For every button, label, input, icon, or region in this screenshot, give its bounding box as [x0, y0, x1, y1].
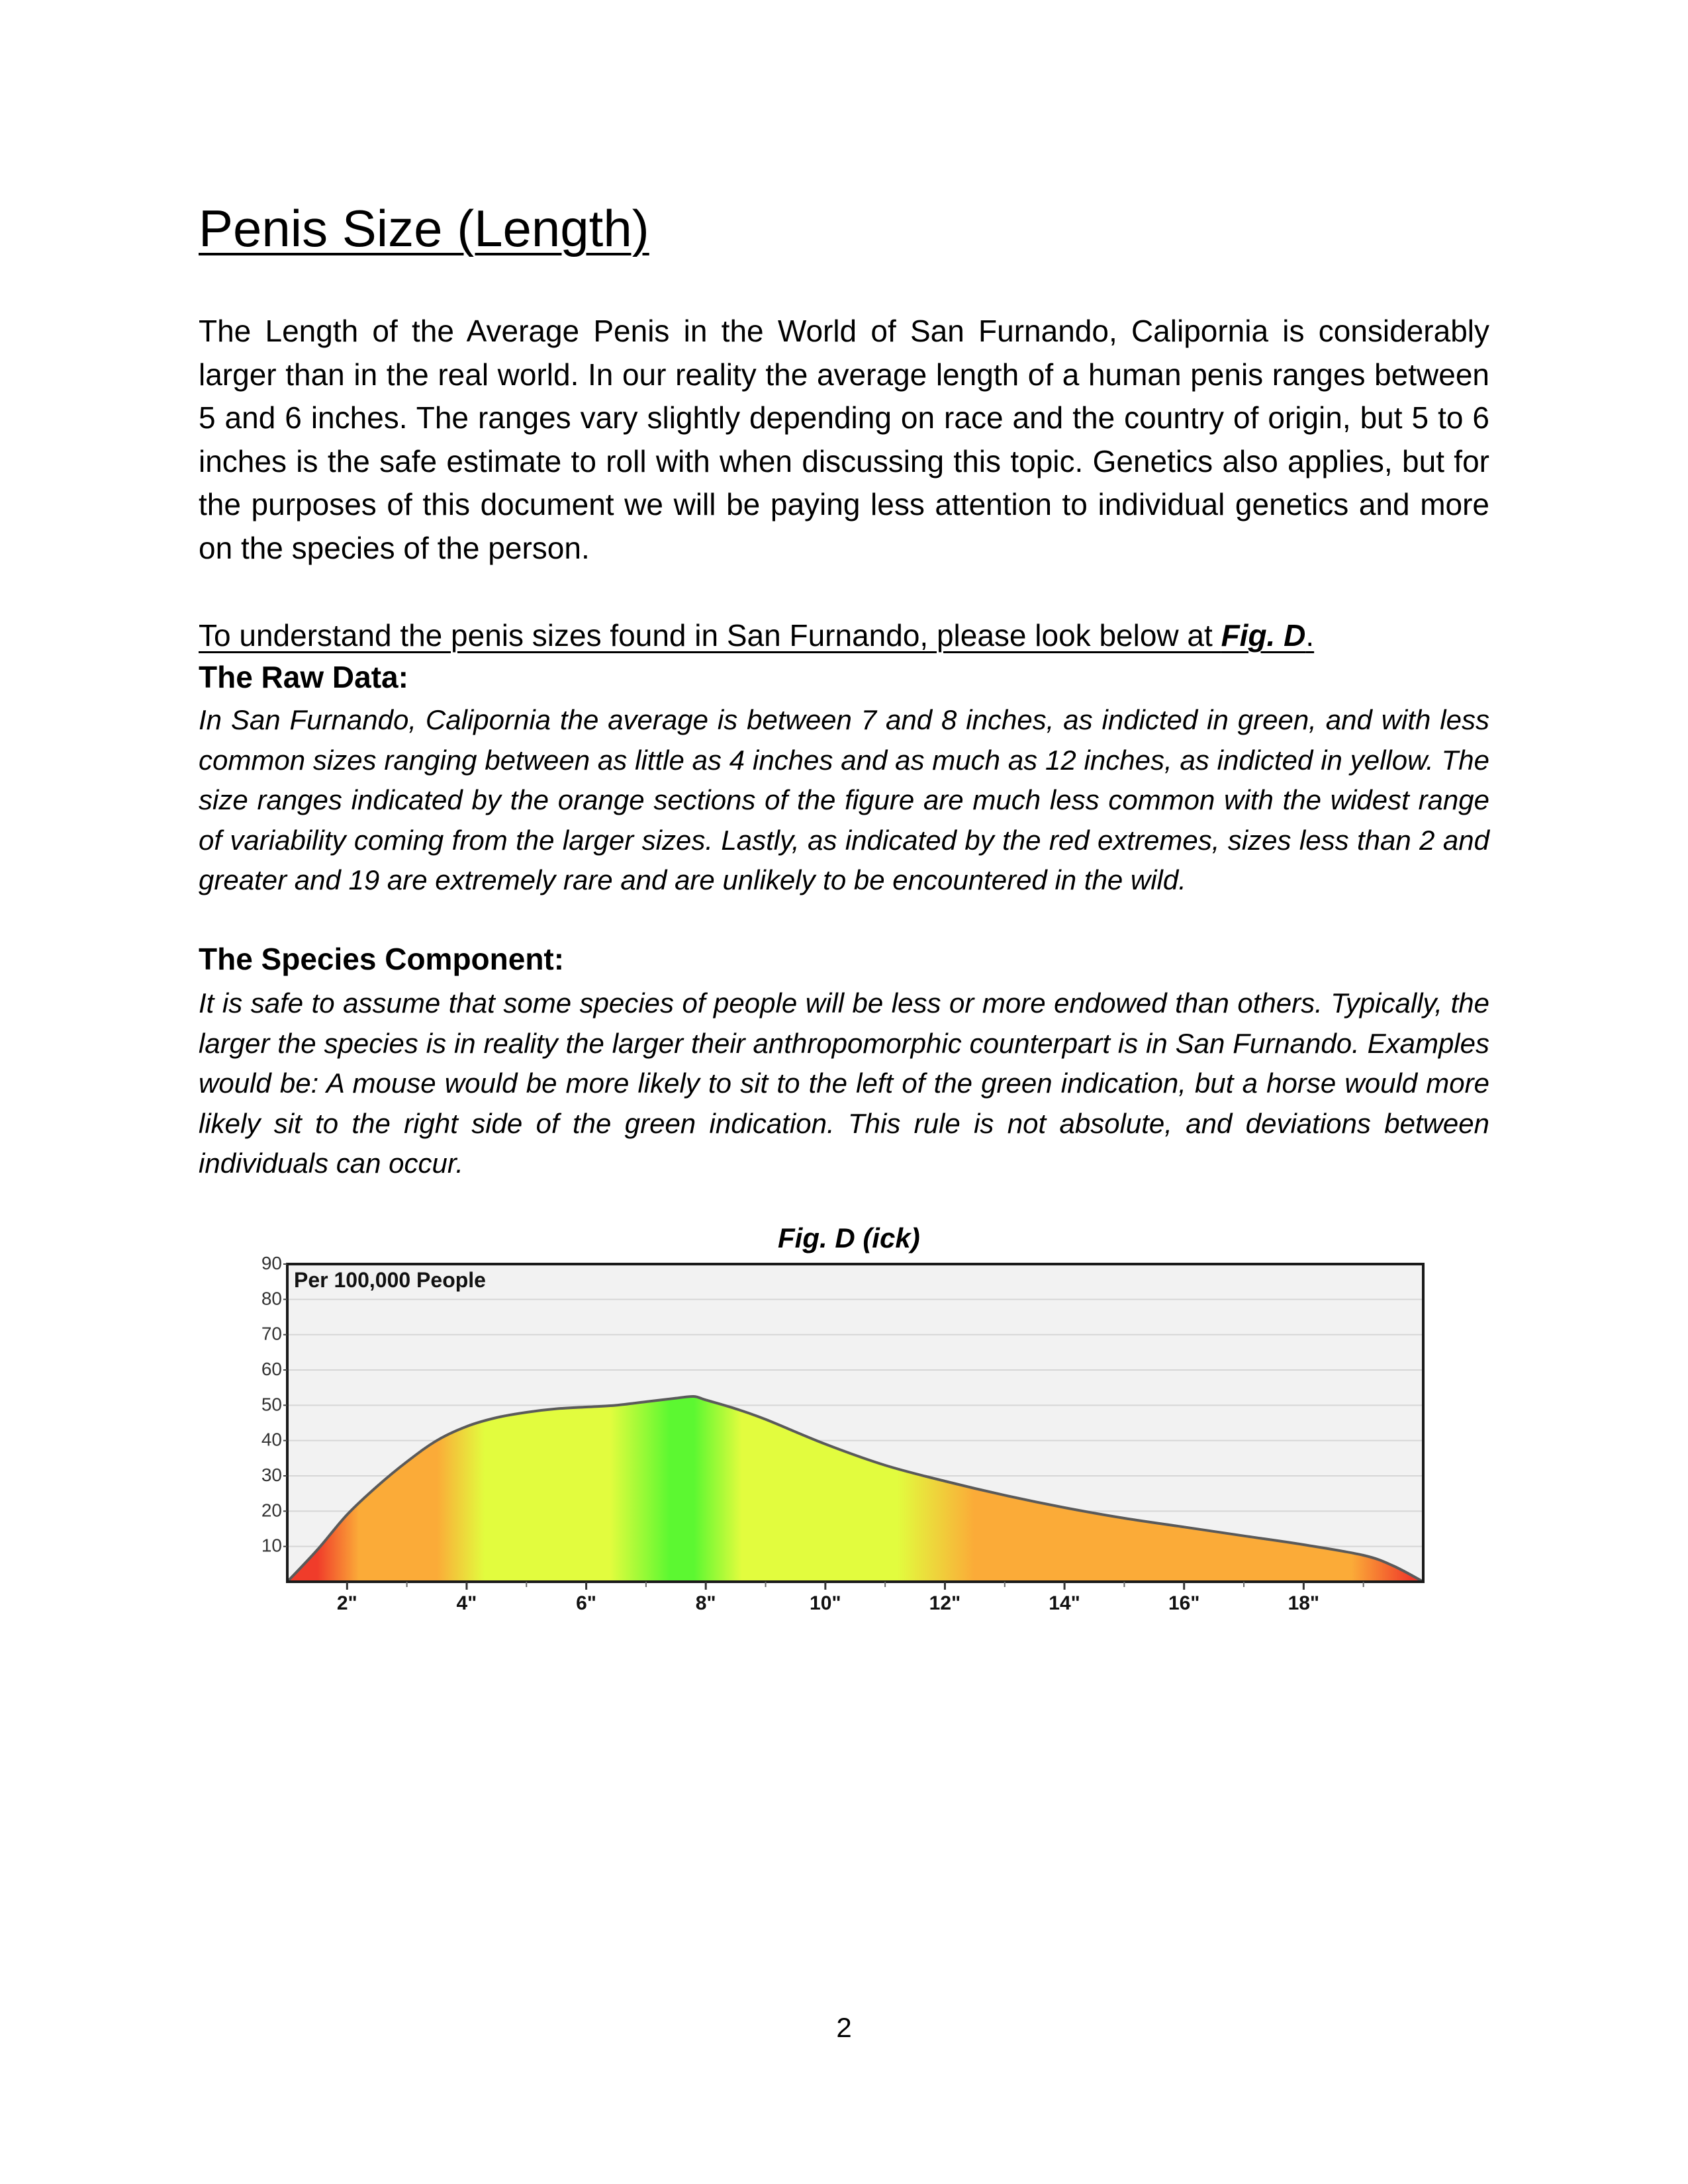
y-tick-label: 70: [261, 1323, 282, 1344]
x-tick-label: 8": [695, 1592, 716, 1614]
y-tick-label: 80: [261, 1288, 282, 1309]
x-tick-label: 14": [1049, 1592, 1080, 1614]
raw-data-heading: The Raw Data:: [199, 660, 408, 694]
inner-chart-label: Per 100,000 People: [294, 1268, 486, 1292]
x-tick-label: 16": [1168, 1592, 1200, 1614]
figure-reference-label: Fig. D: [1221, 618, 1306, 653]
y-tick-label: 40: [261, 1429, 282, 1450]
x-axis: [337, 1582, 1364, 1614]
page-number: 2: [836, 2012, 852, 2043]
x-tick-label: 2": [336, 1592, 357, 1614]
figure-reference-line: [199, 614, 1489, 658]
y-tick-label: 50: [261, 1394, 282, 1415]
raw-data-body: In San Furnando, Calipornia the average is between 7 and 8 inches, as indicted in green, and with less common sizes ranging between as little as 4 inches and as much as 12 inches, as indicted in yellow. The size ranges indicated by the orange sections of the figure are much less common with the widest range of variability coming from the larger sizes. Lastly, as indicated by the red extremes, sizes less than 2 and greater and 19 are extremely rare and are unlikely to be encountered in the wild.: [199, 704, 1489, 895]
y-axis: [261, 1254, 287, 1556]
intro-paragraph: The Length of the Average Penis in the World of San Furnando, Calipornia is considerably larger than in the real world. In our reality the average length of a human penis ranges between 5 and 6 inches. The ranges vary slightly depending on race and the country of origin, but 5 to 6 inches is the safe estimate to roll with when discussing this topic. Genetics also applies, but for the purposes of this document we will be paying less attention to individual genetics and more on the species of the person.: [199, 314, 1489, 565]
length-distribution-chart: [232, 1254, 1436, 1625]
species-heading: The Species Component:: [199, 942, 565, 976]
y-tick-label: 30: [261, 1465, 282, 1485]
figure-reference-text: To understand the penis sizes found in San Furnando, please look below at Fig. D.: [199, 618, 1315, 653]
y-tick-label: 90: [261, 1254, 282, 1273]
y-tick-label: 10: [261, 1535, 282, 1556]
figure-caption: Fig. D (ick): [778, 1222, 920, 1253]
x-tick-label: 4": [456, 1592, 477, 1614]
species-body: It is safe to assume that some species of people will be less or more endowed than others. Typically, the larger the species is in reality the larger their anthropomorphic counterpart is in San Furnando. Examples would be: A mouse would be more likely to sit to the left of the green indication, but a horse would more likely sit to the right side of the green indication. This rule is not absolute, and deviations between individuals can occur.: [199, 987, 1489, 1179]
x-tick-label: 12": [929, 1592, 961, 1614]
y-tick-label: 60: [261, 1359, 282, 1379]
x-tick-label: 10": [810, 1592, 841, 1614]
x-tick-label: 6": [576, 1592, 597, 1614]
page-title: Penis Size (Length): [199, 199, 649, 257]
y-tick-label: 20: [261, 1500, 282, 1521]
x-tick-label: 18": [1288, 1592, 1320, 1614]
